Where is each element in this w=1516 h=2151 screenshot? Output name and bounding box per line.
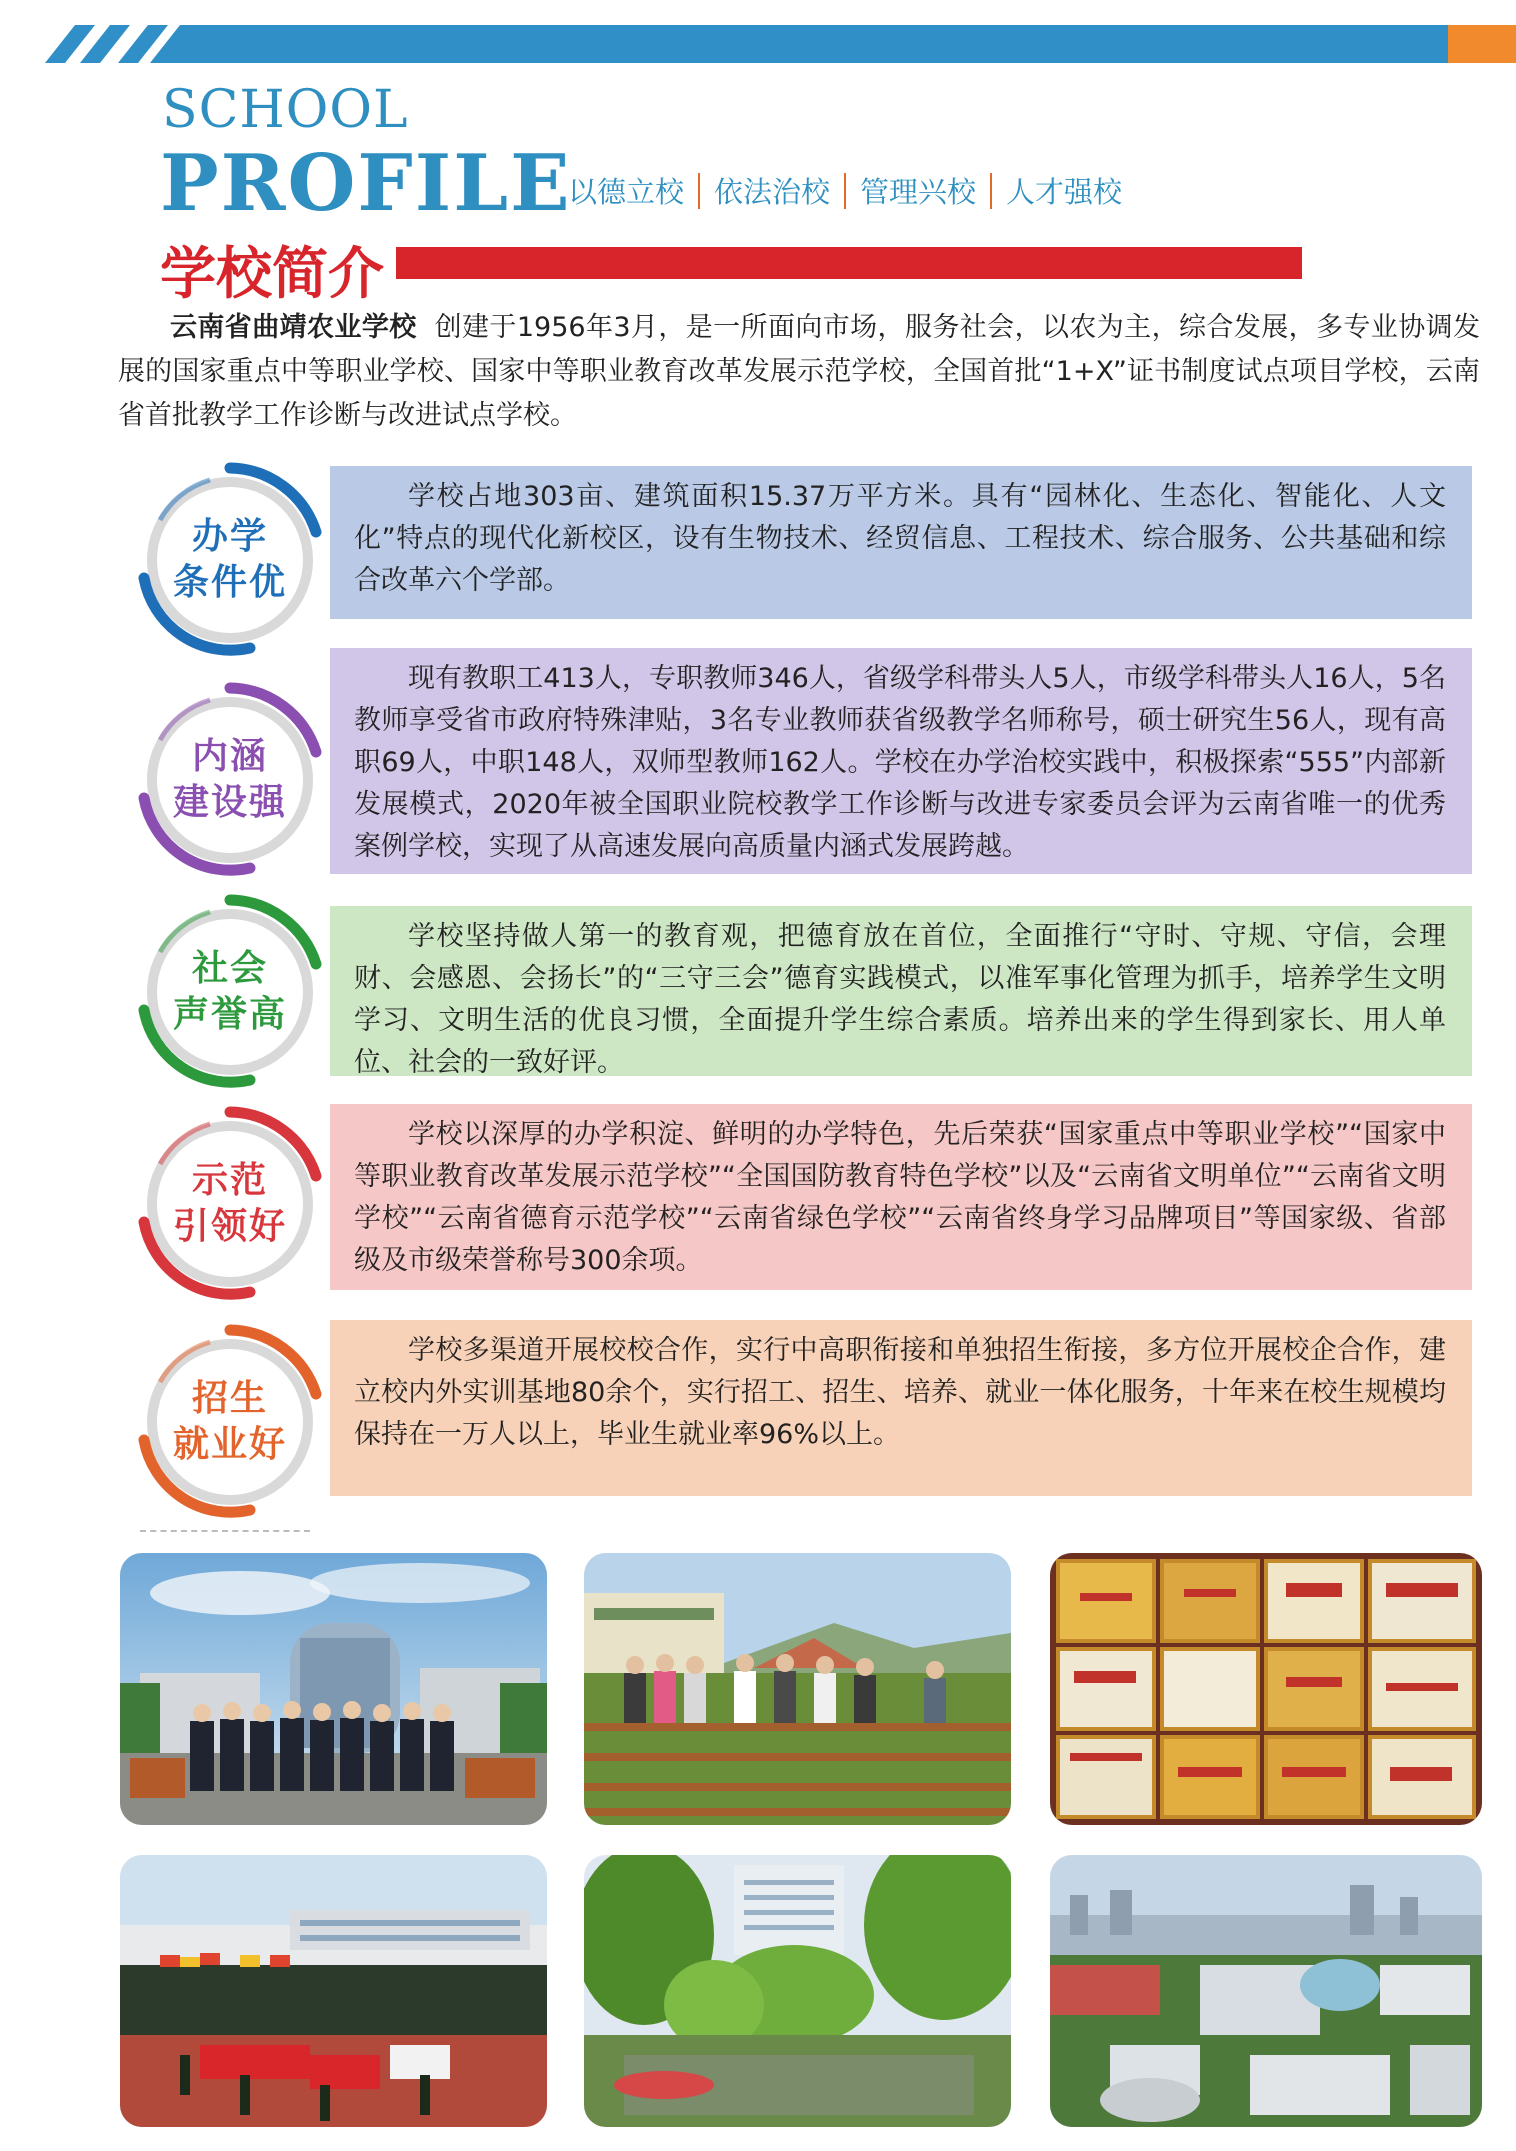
photo-campus-pond: [584, 1855, 1011, 2127]
photo-campus-pond-image: [584, 1855, 1011, 2127]
title-red-bar: [396, 247, 1302, 279]
photo-parade-ceremony: [120, 1855, 547, 2127]
badge-line-1: 招生: [191, 1378, 268, 1419]
section-panel: 学校坚持做人第一的教育观，把德育放在首位，全面推行“守时、守规、守信，会理财、会感恩、会扬长”的“三守三会”德育实践模式，以准军事化管理为抓手，培养学生文明学习、文明生活的优良习惯，全面提升学生综合素质。培养出来的学生得到家长、用人单位、社会的一致好评。: [330, 906, 1472, 1076]
intro-paragraph: [118, 306, 1480, 438]
section-panel: 学校多渠道开展校校合作，实行中高职衔接和单独招生衔接，多方位开展校企合作，建立校内外实训基地80余个，实行招工、招生、培养、就业一体化服务，十年来在校生规模均保持在一万人以上，毕业生就业率96%以上。: [330, 1320, 1472, 1496]
photo-honor-plaques-image: [1050, 1553, 1482, 1825]
section-panel: 学校以深厚的办学积淀、鲜明的办学特色，先后荣获“国家重点中等职业学校”“国家中等职业教育改革发展示范学校”“全国国防教育特色学校”以及“云南省文明单位”“云南省文明学校”“云南省德育示范学校”“云南省绿色学校”“云南省终身学习品牌项目”等国家级、省部级及市级荣誉称号300余项。: [330, 1104, 1472, 1290]
photo-field-crops-image: [584, 1553, 1011, 1825]
badge-line-2: 条件优: [172, 562, 287, 603]
section-panel: 现有教职工413人，专职教师346人，省级学科带头人5人，市级学科带头人16人，5名教师享受省市政府特殊津贴，3名专业教师获省级教学名师称号，硕士研究生56人，现有高职69人，中职148人，双师型教师162人。学校在办学治校实践中，积极探索“555”内部新发展模式，2020年被全国职业院校教学工作诊断与改进专家委员会评为云南省唯一的优秀案例学校，实现了从高速发展向高质量内涵式发展跨越。: [330, 648, 1472, 874]
photo-campus-aerial-image: [1050, 1855, 1482, 2127]
badge-text: [130, 460, 330, 660]
badge-line-1: 内涵: [191, 736, 268, 777]
section-panel: 学校占地303亩、建筑面积15.37万平方米。具有“园林化、生态化、智能化、人文化”特点的现代化新校区，设有生物技术、经贸信息、工程技术、综合服务、公共基础和综合改革六个学部。: [330, 466, 1472, 619]
badge-text: [130, 1104, 330, 1304]
photo-field-crops: [584, 1553, 1011, 1825]
divider: [140, 1530, 310, 1534]
page-title: 学校简介: [160, 242, 384, 307]
photo-group-leaders-image: [120, 1553, 547, 1825]
section-badge: [130, 460, 330, 660]
motto-item: 依法治校: [714, 175, 831, 209]
photo-campus-aerial: [1050, 1855, 1482, 2127]
motto-separator: [990, 173, 992, 209]
badge-text: [130, 892, 330, 1092]
section-badge: [130, 1104, 330, 1304]
badge-text: [130, 680, 330, 880]
section-badge: [130, 892, 330, 1092]
badge-line-2: 声誉高: [172, 994, 287, 1035]
photo-honor-plaques: [1050, 1553, 1482, 1825]
badge-text: [130, 1322, 330, 1522]
motto-item: 管理兴校: [860, 175, 977, 209]
motto-item: 以德立校: [568, 175, 685, 209]
badge-line-1: 社会: [191, 948, 268, 989]
badge-line-2: 就业好: [172, 1424, 287, 1465]
motto-separator: [844, 173, 846, 209]
motto-item: 人才强校: [1006, 175, 1123, 209]
photo-group-leaders: [120, 1553, 547, 1825]
school-name: 云南省曲靖农业学校: [170, 312, 417, 343]
badge-line-1: 示范: [191, 1160, 268, 1201]
motto-list: [568, 170, 1122, 211]
top-decorative-band: [0, 0, 1516, 70]
intro-text: 创建于1956年3月，是一所面向市场，服务社会，以农为主，综合发展，多专业协调发展的国家重点中等职业学校、国家中等职业教育改革发展示范学校，全国首批“1+X”证书制度试点项目学校，云南省首批教学工作诊断与改进试点学校。: [118, 312, 1481, 431]
badge-line-2: 建设强: [172, 782, 287, 823]
school-word: SCHOOL: [162, 80, 409, 140]
motto-separator: [698, 173, 700, 209]
photo-parade-ceremony-image: [120, 1855, 547, 2127]
badge-line-2: 引领好: [172, 1206, 287, 1247]
badge-line-1: 办学: [191, 516, 268, 557]
section-badge: [130, 680, 330, 880]
section-badge: [130, 1322, 330, 1522]
profile-word: PROFILE: [160, 138, 572, 229]
